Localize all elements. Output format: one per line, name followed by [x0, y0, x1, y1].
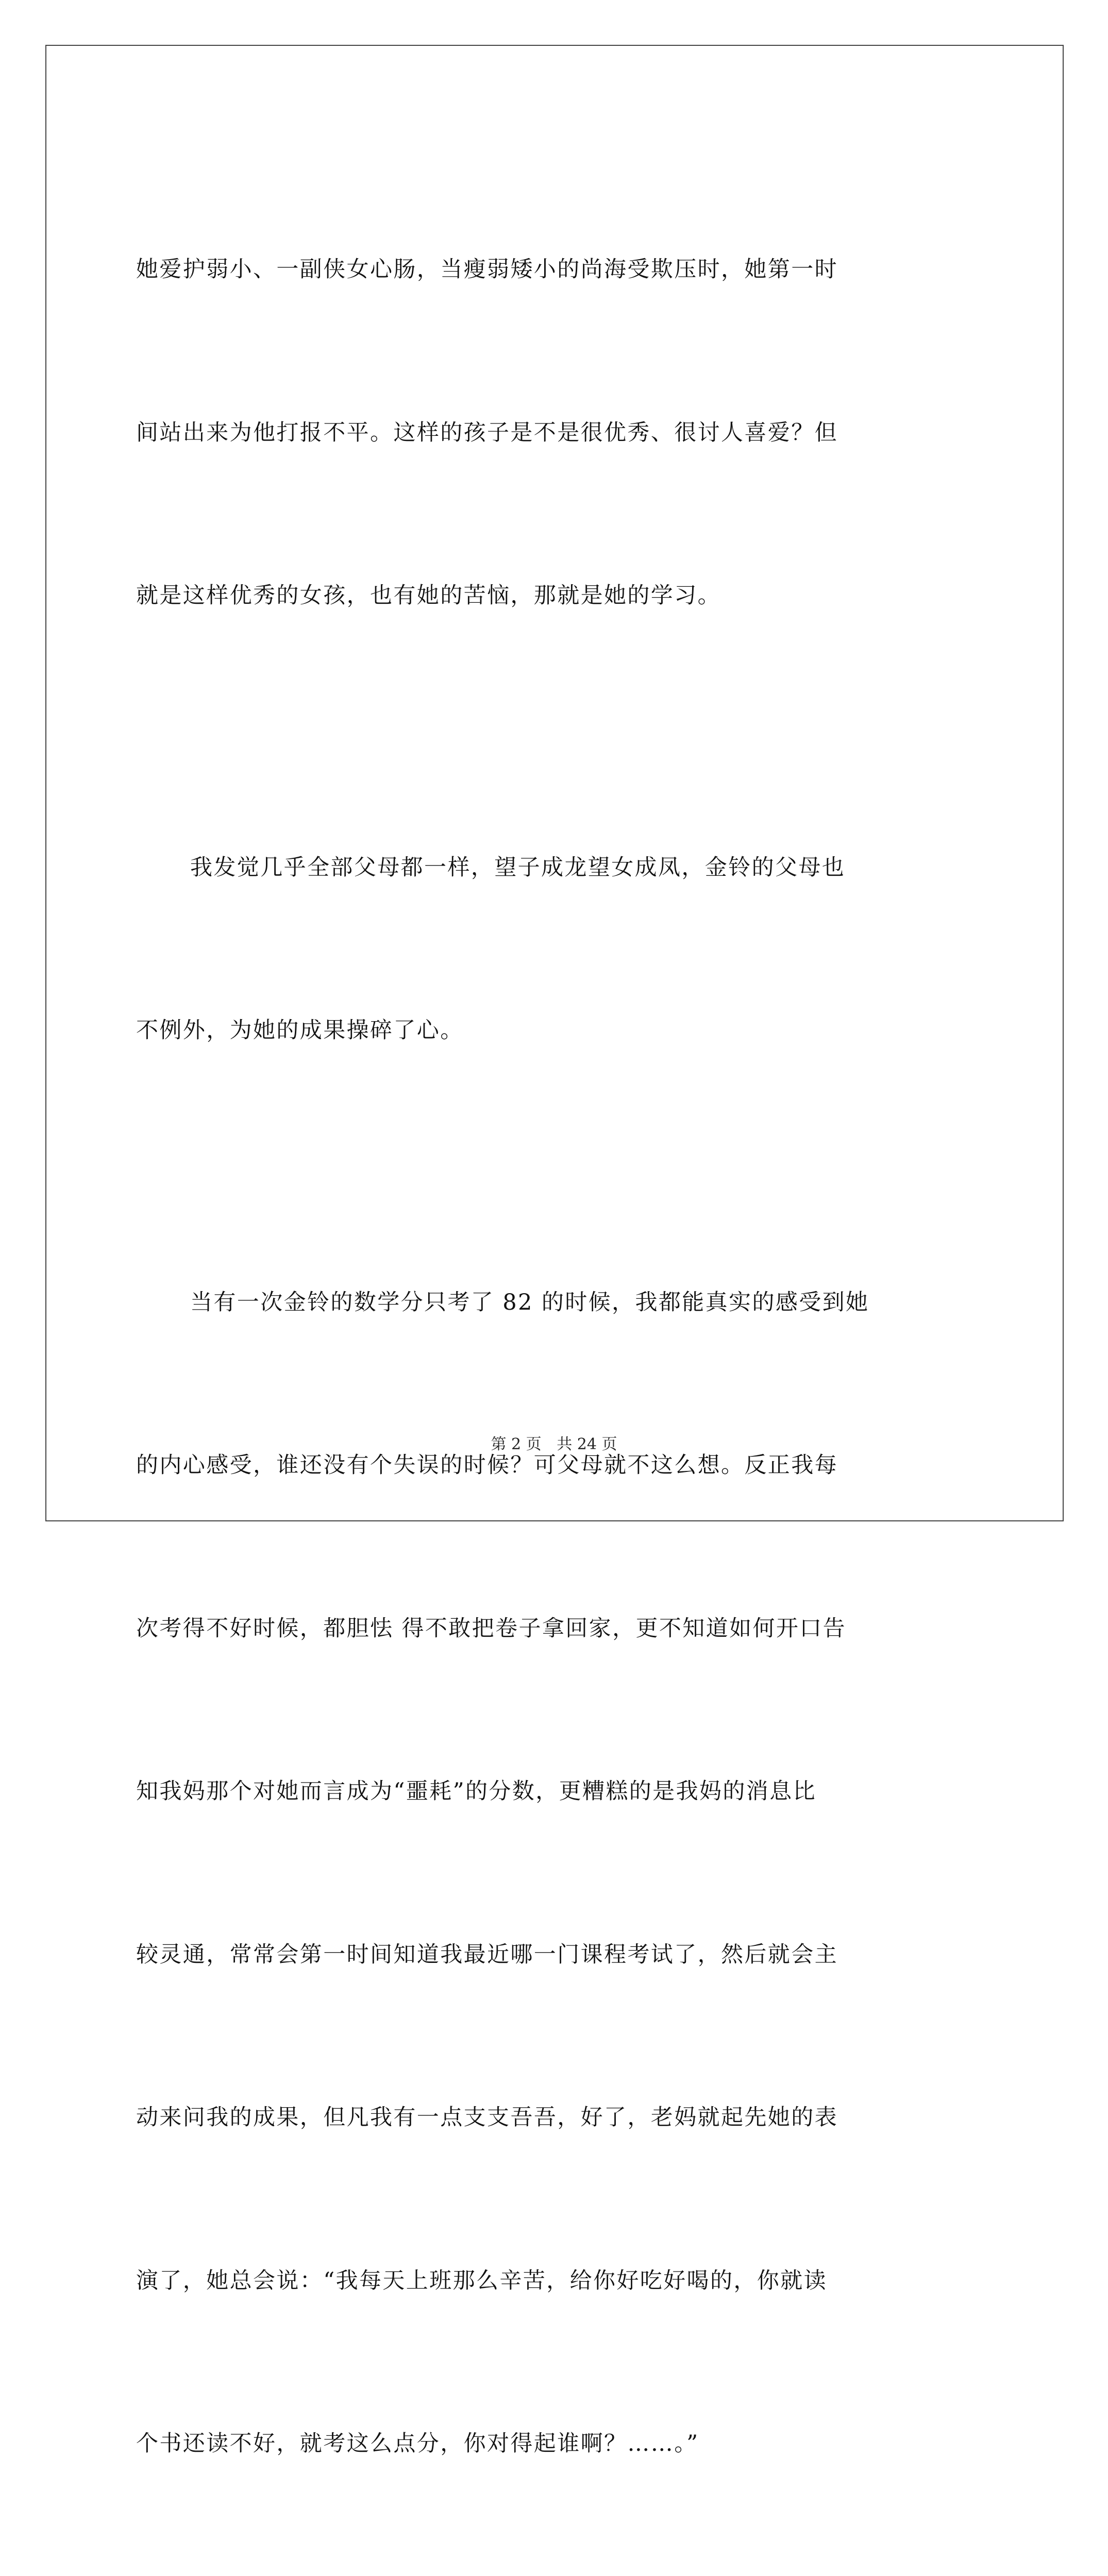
- paragraph-2: [136, 732, 974, 1167]
- page-number: 第 2 页: [491, 1435, 542, 1453]
- paragraph-1: [136, 134, 974, 732]
- paragraph-3: [136, 1167, 974, 2576]
- paragraph-line: 她爱护弱小、一副侠女心肠，当瘦弱矮小的尚海受欺压时，她第一时: [136, 243, 974, 297]
- paragraph-line: 次考得不好时候，都胆怯 得不敢把卷子拿回家，更不知道如何开口告: [136, 1602, 974, 1656]
- paragraph-line: 我发觉几乎全部父母都一样，望子成龙望女成凤，金铃的父母也: [136, 841, 974, 895]
- page-total: 共 24 页: [557, 1435, 617, 1453]
- paragraph-line: 就是这样优秀的女孩，也有她的苦恼，那就是她的学习。: [136, 569, 974, 623]
- document-body: [136, 134, 974, 2576]
- paragraph-line: 知我妈那个对她而言成为“噩耗”的分数，更糟糕的是我妈的消息比: [136, 1765, 974, 1819]
- paragraph-line: 的内心感受，谁还没有个失误的时候？可父母就不这么想。反正我每: [136, 1438, 974, 1493]
- paragraph-line: 较灵通，常常会第一时间知道我最近哪一门课程考试了，然后就会主: [136, 1928, 974, 1982]
- paragraph-line: 个书还读不好，就考这么点分，你对得起谁啊？……。”: [136, 2417, 974, 2471]
- paragraph-line: 动来问我的成果，但凡我有一点支支吾吾，好了，老妈就起先她的表: [136, 2091, 974, 2145]
- paragraph-line: 当有一次金铃的数学分只考了 82 的时候，我都能真实的感受到她: [136, 1276, 974, 1330]
- page-footer: [0, 1431, 1108, 1454]
- paragraph-line: 不例外，为她的成果操碎了心。: [136, 1004, 974, 1058]
- paragraph-line: 间站出来为他打报不平。这样的孩子是不是很优秀、很讨人喜爱？但: [136, 406, 974, 461]
- paragraph-line: 演了，她总会说：“我每天上班那么辛苦，给你好吃好喝的，你就读: [136, 2254, 974, 2309]
